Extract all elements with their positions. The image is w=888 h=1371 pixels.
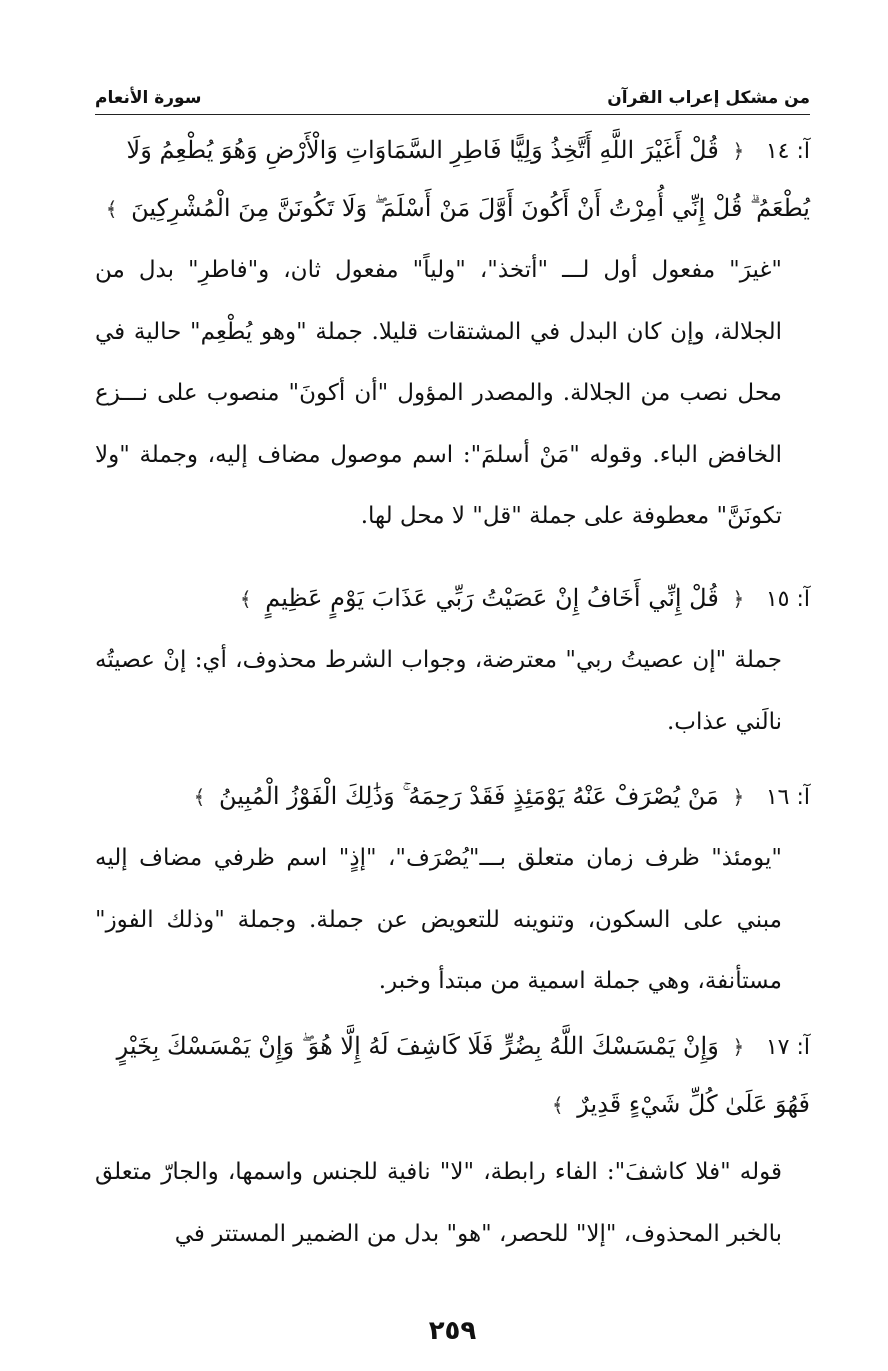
- commentary-16: [95, 828, 810, 1013]
- book-title: من مشكل إعراب القرآن: [607, 88, 810, 108]
- commentary-15: [95, 630, 810, 753]
- verse-16: [95, 768, 810, 826]
- commentary-17: [95, 1142, 810, 1265]
- verse-number: آ: ١٤: [765, 139, 810, 164]
- page-number: ٢٥٩: [428, 1316, 477, 1346]
- verse-open-ornament: ﴿: [732, 139, 745, 163]
- surah-title: سورة الأنعام: [95, 88, 202, 108]
- verse-open-ornament: ﴿: [732, 785, 745, 809]
- commentary-text: جملة "إن عصيتُ ربي" معترضة، وجواب الشرط محذوف، أي: إنْ عصيتُه نالَني عذاب.: [95, 647, 782, 735]
- verse-15: [95, 570, 810, 628]
- verse-text: قُلْ إِنِّي أَخَافُ إِنْ عَصَيْتُ رَبِّي عَذَابَ يَوْمٍ عَظِيمٍ: [265, 584, 719, 612]
- verse-text: قُلْ أَغَيْرَ اللَّهِ أَتَّخِذُ وَلِيًّا فَاطِرِ السَّمَاوَاتِ وَالْأَرْضِ وَهُوَ يُطْعِمُ وَلَا يُطْعَمُ ۗ قُلْ إِنِّي أُمِرْتُ أَنْ أَكُونَ أَوَّلَ مَنْ أَسْلَمَ ۖ وَلَا تَكُونَنَّ مِنَ الْمُشْرِكِينَ: [126, 136, 810, 222]
- verse-close-ornament: ﴾: [193, 785, 206, 809]
- verse-close-ornament: ﴾: [551, 1093, 564, 1117]
- verse-text: مَنْ يُصْرَفْ عَنْهُ يَوْمَئِذٍ فَقَدْ رَحِمَهُ ۚ وَذَٰلِكَ الْفَوْزُ الْمُبِينُ: [218, 782, 719, 810]
- book-page: [95, 78, 810, 1358]
- verse-open-ornament: ﴿: [732, 1035, 745, 1059]
- verse-number: آ: ١٦: [765, 785, 810, 810]
- verse-number: آ: ١٥: [765, 587, 810, 612]
- verse-number: آ: ١٧: [765, 1035, 810, 1060]
- commentary-14: [95, 240, 810, 548]
- commentary-text: قوله "فلا كاشفَ": الفاء رابطة، "لا" نافية للجنس واسمها، والجارّ متعلق بالخبر المحذوف، "إلا" للحصر، "هو" بدل من الضمير المستتر في: [95, 1159, 782, 1247]
- commentary-text: "غيرَ" مفعول أول لـــ "أتخذ"، "ولياً" مفعول ثان، و"فاطرِ" بدل من الجلالة، وإن كان البدل في المشتقات قليلا. جملة "وهو يُطْعِم" حالية في محل نصب من الجلالة. والمصدر المؤول "أن أكونَ" منصوب على نـــزع الخافض الباء. وقوله "مَنْ أسلمَ": اسم موصول مضاف إليه، وجملة "ولا تكونَنَّ" معطوفة على جملة "قل" لا محل لها.: [95, 257, 782, 529]
- verse-close-ornament: ﴾: [105, 197, 118, 221]
- verse-14: [95, 122, 810, 237]
- verse-text: وَإِنْ يَمْسَسْكَ اللَّهُ بِضُرٍّ فَلَا كَاشِفَ لَهُ إِلَّا هُوَ ۖ وَإِنْ يَمْسَسْكَ بِخَيْرٍ فَهُوَ عَلَىٰ كُلِّ شَيْءٍ قَدِيرٌ: [116, 1032, 810, 1118]
- commentary-text: "يومئذ" ظرف زمان متعلق بـــ"يُصْرَف"، "إذٍ" اسم ظرفي مضاف إليه مبني على السكون، وتنوينه للتعويض عن جملة. وجملة "وذلك الفوز" مستأنفة، وهي جملة اسمية من مبتدأ وخبر.: [95, 845, 782, 994]
- header-rule: [95, 114, 810, 115]
- verse-open-ornament: ﴿: [732, 587, 745, 611]
- verse-close-ornament: ﴾: [239, 587, 252, 611]
- verse-17: [95, 1018, 810, 1133]
